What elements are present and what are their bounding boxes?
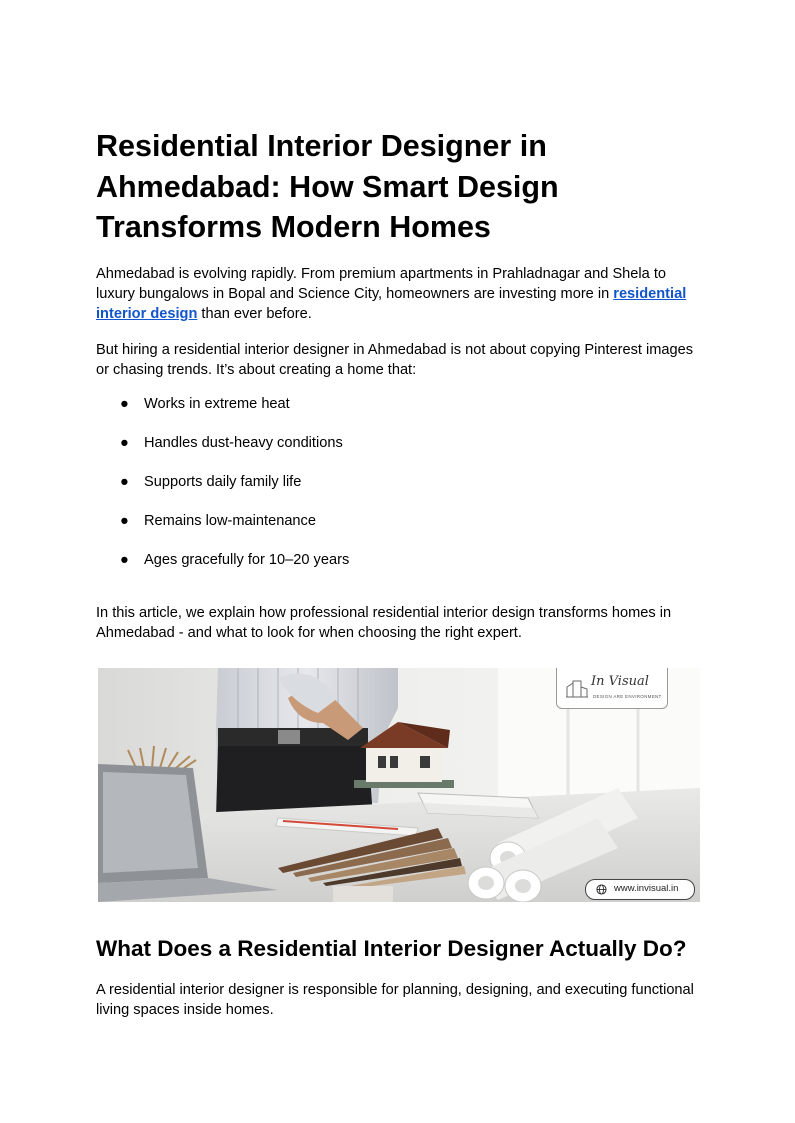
list-item — [96, 433, 349, 472]
intro-paragraph — [96, 264, 701, 324]
bullet-icon: ● — [120, 552, 129, 568]
list-item-text: Ages gracefully for 10–20 years — [144, 552, 350, 568]
intro-text-end: than ever before. — [197, 306, 312, 322]
list-item — [96, 472, 349, 511]
website-text: www.invisual.in — [614, 883, 679, 894]
bullet-icon: ● — [120, 396, 129, 412]
list-item — [96, 550, 349, 589]
residential-interior-design-link[interactable]: residential interior design — [96, 286, 687, 322]
list-item-text: Works in extreme heat — [144, 396, 290, 412]
logo-text: In Visual — [591, 674, 649, 689]
bullet-list — [96, 394, 349, 589]
globe-icon — [596, 884, 607, 895]
third-paragraph: In this article, we explain how professional residential interior design transforms homes in Ahmedabad - and what to look for when choosing the right expert. — [96, 605, 672, 641]
second-paragraph: But hiring a residential interior designer in Ahmedabad is not about copying Pinterest images or chasing trends. It’s about creating a home that: — [96, 342, 694, 378]
hero-image — [98, 668, 700, 902]
list-item — [96, 511, 349, 550]
list-item-text: Remains low-maintenance — [144, 513, 316, 529]
article-title: Residential Interior Designer in Ahmedabad: How Smart Design Transforms Modern Homes — [96, 129, 559, 244]
bullet-icon: ● — [120, 513, 129, 529]
building-logo-icon — [565, 679, 589, 699]
section-heading: What Does a Residential Interior Designer Actually Do? — [96, 936, 687, 961]
list-item — [96, 394, 349, 433]
list-item-text: Handles dust-heavy conditions — [144, 435, 343, 451]
bullet-icon: ● — [120, 435, 129, 451]
intro-text-start: Ahmedabad is evolving rapidly. From premium apartments in Prahladnagar and Shela to luxury bungalows in Bopal and Science City, homeowners are investing more in — [96, 266, 666, 302]
section-paragraph: A residential interior designer is responsible for planning, designing, and executing functional living spaces inside homes. — [96, 982, 694, 1018]
bullet-icon: ● — [120, 474, 129, 490]
list-item-text: Supports daily family life — [144, 474, 302, 490]
website-badge — [585, 879, 695, 900]
logo-tagline: DESIGN ARE ENVIRONMENT — [593, 694, 662, 699]
logo-card — [556, 668, 668, 709]
